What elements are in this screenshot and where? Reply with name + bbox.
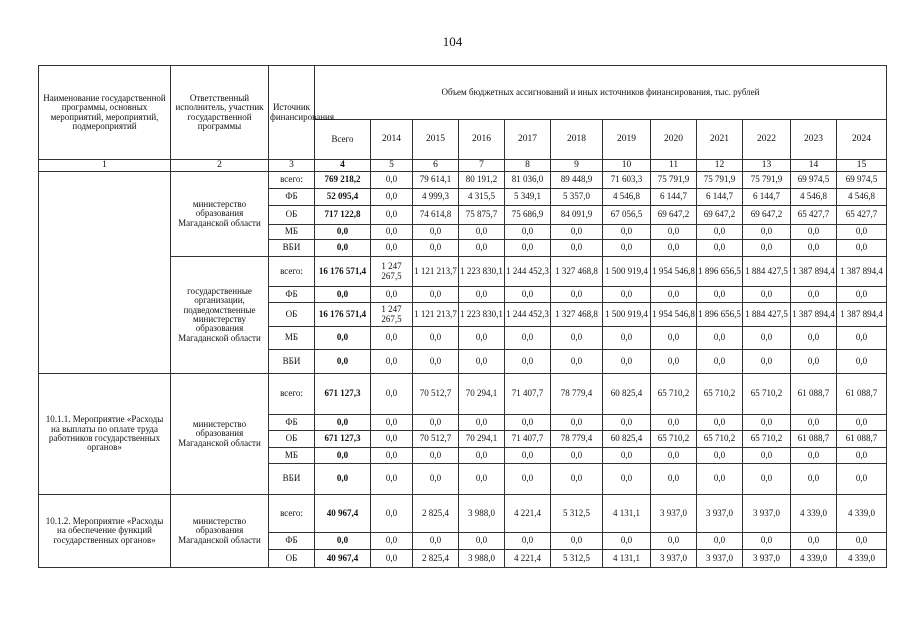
header-year: 2024 bbox=[837, 120, 887, 160]
year-value: 71 407,7 bbox=[505, 431, 551, 448]
header-year: 2015 bbox=[413, 120, 459, 160]
year-value: 0,0 bbox=[651, 225, 697, 240]
table-row bbox=[39, 374, 887, 415]
year-value: 0,0 bbox=[505, 464, 551, 495]
year-value: 0,0 bbox=[371, 533, 413, 550]
year-value: 1 244 452,3 bbox=[505, 257, 551, 287]
year-value: 5 312,5 bbox=[551, 550, 603, 568]
table-body bbox=[39, 172, 887, 568]
year-value: 75 791,9 bbox=[697, 172, 743, 189]
year-value: 0,0 bbox=[413, 448, 459, 464]
total-value: 769 218,2 bbox=[315, 172, 371, 189]
year-value: 0,0 bbox=[459, 448, 505, 464]
year-value: 75 875,7 bbox=[459, 206, 505, 225]
year-value: 75 686,9 bbox=[505, 206, 551, 225]
year-value: 4 999,3 bbox=[413, 189, 459, 206]
year-value: 61 088,7 bbox=[837, 374, 887, 415]
year-value: 71 407,7 bbox=[505, 374, 551, 415]
source-label: всего: bbox=[269, 374, 315, 415]
header-col-number: 5 bbox=[371, 160, 413, 172]
year-value: 3 988,0 bbox=[459, 495, 505, 533]
header-col-number: 11 bbox=[651, 160, 697, 172]
year-value: 1 223 830,1 bbox=[459, 303, 505, 327]
year-value: 0,0 bbox=[551, 350, 603, 374]
source-label: всего: bbox=[269, 257, 315, 287]
year-value: 0,0 bbox=[413, 287, 459, 303]
year-value: 65 710,2 bbox=[651, 374, 697, 415]
year-value: 0,0 bbox=[551, 464, 603, 495]
year-value: 0,0 bbox=[791, 415, 837, 431]
year-value: 0,0 bbox=[791, 350, 837, 374]
header-year: 2020 bbox=[651, 120, 697, 160]
year-value: 0,0 bbox=[459, 350, 505, 374]
year-value: 1 121 213,7 bbox=[413, 303, 459, 327]
year-value: 0,0 bbox=[413, 240, 459, 257]
measure-name: 10.1.2. Мероприятие «Расходы на обеспечение функций государственных органов» bbox=[39, 495, 171, 568]
measure-name: 10.1.1. Мероприятие «Расходы на выплаты по оплате труда работников государственных органов» bbox=[39, 374, 171, 495]
year-value: 0,0 bbox=[371, 350, 413, 374]
year-value: 4 131,1 bbox=[603, 495, 651, 533]
header-numbers-row bbox=[39, 160, 887, 172]
year-value: 0,0 bbox=[651, 533, 697, 550]
header-year: 2017 bbox=[505, 120, 551, 160]
year-value: 78 779,4 bbox=[551, 374, 603, 415]
year-value: 0,0 bbox=[697, 350, 743, 374]
measure-name bbox=[39, 172, 171, 374]
table-row bbox=[39, 495, 887, 533]
year-value: 0,0 bbox=[743, 327, 791, 350]
year-value: 0,0 bbox=[837, 240, 887, 257]
year-value: 1 954 546,8 bbox=[651, 257, 697, 287]
year-value: 0,0 bbox=[603, 327, 651, 350]
year-value: 0,0 bbox=[371, 431, 413, 448]
year-value: 0,0 bbox=[697, 464, 743, 495]
year-value: 0,0 bbox=[651, 350, 697, 374]
year-value: 89 448,9 bbox=[551, 172, 603, 189]
year-value: 0,0 bbox=[459, 327, 505, 350]
year-value: 0,0 bbox=[791, 533, 837, 550]
year-value: 1 500 919,4 bbox=[603, 303, 651, 327]
source-label: МБ bbox=[269, 225, 315, 240]
year-value: 65 710,2 bbox=[651, 431, 697, 448]
year-value: 0,0 bbox=[371, 189, 413, 206]
total-value: 0,0 bbox=[315, 448, 371, 464]
header-col-number: 7 bbox=[459, 160, 505, 172]
year-value: 0,0 bbox=[505, 225, 551, 240]
year-value: 5 357,0 bbox=[551, 189, 603, 206]
year-value: 0,0 bbox=[551, 448, 603, 464]
year-value: 0,0 bbox=[371, 206, 413, 225]
year-value: 0,0 bbox=[697, 448, 743, 464]
total-value: 0,0 bbox=[315, 287, 371, 303]
year-value: 0,0 bbox=[743, 448, 791, 464]
year-value: 0,0 bbox=[459, 240, 505, 257]
year-value: 0,0 bbox=[603, 448, 651, 464]
year-value: 0,0 bbox=[837, 225, 887, 240]
source-label: всего: bbox=[269, 172, 315, 189]
year-value: 0,0 bbox=[791, 225, 837, 240]
total-value: 0,0 bbox=[315, 350, 371, 374]
year-value: 1 244 452,3 bbox=[505, 303, 551, 327]
year-value: 1 884 427,5 bbox=[743, 303, 791, 327]
year-value: 3 937,0 bbox=[697, 550, 743, 568]
year-value: 0,0 bbox=[697, 287, 743, 303]
source-label: ОБ bbox=[269, 550, 315, 568]
year-value: 65 710,2 bbox=[697, 374, 743, 415]
year-value: 0,0 bbox=[651, 464, 697, 495]
total-value: 0,0 bbox=[315, 327, 371, 350]
year-value: 71 603,3 bbox=[603, 172, 651, 189]
year-value: 69 974,5 bbox=[791, 172, 837, 189]
year-value: 0,0 bbox=[459, 287, 505, 303]
header-year: 2023 bbox=[791, 120, 837, 160]
total-value: 0,0 bbox=[315, 240, 371, 257]
total-value: 671 127,3 bbox=[315, 431, 371, 448]
header-col-number: 9 bbox=[551, 160, 603, 172]
header-col-number: 3 bbox=[269, 160, 315, 172]
year-value: 0,0 bbox=[603, 464, 651, 495]
year-value: 78 779,4 bbox=[551, 431, 603, 448]
year-value: 0,0 bbox=[697, 240, 743, 257]
year-value: 84 091,9 bbox=[551, 206, 603, 225]
year-value: 0,0 bbox=[651, 448, 697, 464]
year-value: 0,0 bbox=[697, 533, 743, 550]
year-value: 3 937,0 bbox=[651, 550, 697, 568]
header-year: 2014 bbox=[371, 120, 413, 160]
executor-name: министерство образования Магаданской области bbox=[171, 374, 269, 495]
year-value: 1 223 830,1 bbox=[459, 257, 505, 287]
header-col-number: 8 bbox=[505, 160, 551, 172]
year-value: 69 647,2 bbox=[697, 206, 743, 225]
year-value: 4 339,0 bbox=[791, 550, 837, 568]
year-value: 81 036,0 bbox=[505, 172, 551, 189]
header-year: 2018 bbox=[551, 120, 603, 160]
header-volume: Объем бюджетных ассигнований и иных источников финансирования, тыс. рублей bbox=[315, 66, 887, 120]
year-value: 1 247 267,5 bbox=[371, 257, 413, 287]
header-col-number: 6 bbox=[413, 160, 459, 172]
year-value: 0,0 bbox=[651, 327, 697, 350]
year-value: 0,0 bbox=[697, 225, 743, 240]
year-value: 0,0 bbox=[791, 448, 837, 464]
source-label: ФБ bbox=[269, 415, 315, 431]
header-year: 2022 bbox=[743, 120, 791, 160]
year-value: 1 387 894,4 bbox=[837, 303, 887, 327]
year-value: 0,0 bbox=[505, 415, 551, 431]
year-value: 79 614,1 bbox=[413, 172, 459, 189]
header-year: 2021 bbox=[697, 120, 743, 160]
year-value: 0,0 bbox=[603, 225, 651, 240]
year-value: 0,0 bbox=[603, 240, 651, 257]
source-label: ОБ bbox=[269, 303, 315, 327]
source-label: ВБИ bbox=[269, 240, 315, 257]
year-value: 75 791,9 bbox=[651, 172, 697, 189]
year-value: 1 327 468,8 bbox=[551, 303, 603, 327]
year-value: 0,0 bbox=[371, 464, 413, 495]
header-col-number: 1 bbox=[39, 160, 171, 172]
year-value: 0,0 bbox=[371, 327, 413, 350]
year-value: 0,0 bbox=[371, 415, 413, 431]
year-value: 74 614,8 bbox=[413, 206, 459, 225]
year-value: 75 791,9 bbox=[743, 172, 791, 189]
header-source: Источник финансирования bbox=[269, 66, 315, 160]
year-value: 0,0 bbox=[743, 240, 791, 257]
year-value: 4 221,4 bbox=[505, 550, 551, 568]
total-value: 16 176 571,4 bbox=[315, 257, 371, 287]
year-value: 5 312,5 bbox=[551, 495, 603, 533]
year-value: 61 088,7 bbox=[837, 431, 887, 448]
year-value: 65 710,2 bbox=[697, 431, 743, 448]
year-value: 0,0 bbox=[837, 448, 887, 464]
year-value: 3 937,0 bbox=[743, 495, 791, 533]
header-name: Наименование государственной программы, основных мероприятий, мероприятий, подмероприятий bbox=[39, 66, 171, 160]
year-value: 4 339,0 bbox=[837, 550, 887, 568]
year-value: 0,0 bbox=[697, 327, 743, 350]
year-value: 69 974,5 bbox=[837, 172, 887, 189]
year-value: 0,0 bbox=[791, 287, 837, 303]
year-value: 0,0 bbox=[551, 415, 603, 431]
header-year: 2016 bbox=[459, 120, 505, 160]
year-value: 0,0 bbox=[791, 464, 837, 495]
year-value: 0,0 bbox=[551, 287, 603, 303]
year-value: 70 512,7 bbox=[413, 374, 459, 415]
year-value: 0,0 bbox=[551, 225, 603, 240]
year-value: 0,0 bbox=[603, 533, 651, 550]
year-value: 0,0 bbox=[743, 464, 791, 495]
year-value: 1 387 894,4 bbox=[791, 257, 837, 287]
year-value: 4 131,1 bbox=[603, 550, 651, 568]
source-label: МБ bbox=[269, 448, 315, 464]
year-value: 0,0 bbox=[743, 287, 791, 303]
year-value: 60 825,4 bbox=[603, 374, 651, 415]
year-value: 0,0 bbox=[837, 464, 887, 495]
year-value: 0,0 bbox=[413, 327, 459, 350]
year-value: 3 937,0 bbox=[743, 550, 791, 568]
header-col-number: 13 bbox=[743, 160, 791, 172]
source-label: ОБ bbox=[269, 206, 315, 225]
year-value: 4 339,0 bbox=[837, 495, 887, 533]
year-value: 6 144,7 bbox=[743, 189, 791, 206]
year-value: 0,0 bbox=[371, 240, 413, 257]
source-label: всего: bbox=[269, 495, 315, 533]
year-value: 0,0 bbox=[837, 327, 887, 350]
year-value: 1 387 894,4 bbox=[791, 303, 837, 327]
header-executor: Ответственный исполнитель, участник государственной программы bbox=[171, 66, 269, 160]
year-value: 0,0 bbox=[651, 415, 697, 431]
year-value: 0,0 bbox=[505, 350, 551, 374]
year-value: 0,0 bbox=[837, 350, 887, 374]
year-value: 0,0 bbox=[459, 415, 505, 431]
year-value: 0,0 bbox=[459, 533, 505, 550]
total-value: 52 095,4 bbox=[315, 189, 371, 206]
total-value: 717 122,8 bbox=[315, 206, 371, 225]
year-value: 0,0 bbox=[505, 240, 551, 257]
year-value: 0,0 bbox=[837, 415, 887, 431]
executor-name: министерство образования Магаданской области bbox=[171, 495, 269, 568]
year-value: 0,0 bbox=[371, 225, 413, 240]
year-value: 0,0 bbox=[505, 448, 551, 464]
year-value: 0,0 bbox=[459, 225, 505, 240]
year-value: 0,0 bbox=[505, 533, 551, 550]
year-value: 61 088,7 bbox=[791, 374, 837, 415]
year-value: 2 825,4 bbox=[413, 550, 459, 568]
total-value: 40 967,4 bbox=[315, 550, 371, 568]
header-total: Всего bbox=[315, 120, 371, 160]
year-value: 60 825,4 bbox=[603, 431, 651, 448]
header-col-number: 2 bbox=[171, 160, 269, 172]
year-value: 0,0 bbox=[603, 287, 651, 303]
year-value: 0,0 bbox=[743, 225, 791, 240]
year-value: 0,0 bbox=[551, 327, 603, 350]
year-value: 0,0 bbox=[371, 172, 413, 189]
year-value: 2 825,4 bbox=[413, 495, 459, 533]
header-col-number: 14 bbox=[791, 160, 837, 172]
year-value: 65 710,2 bbox=[743, 374, 791, 415]
year-value: 0,0 bbox=[651, 240, 697, 257]
year-value: 0,0 bbox=[371, 495, 413, 533]
year-value: 0,0 bbox=[413, 533, 459, 550]
header-col-number: 15 bbox=[837, 160, 887, 172]
year-value: 4 339,0 bbox=[791, 495, 837, 533]
year-value: 0,0 bbox=[651, 287, 697, 303]
page-number: 104 bbox=[442, 34, 463, 49]
year-value: 3 937,0 bbox=[697, 495, 743, 533]
year-value: 0,0 bbox=[505, 327, 551, 350]
year-value: 1 327 468,8 bbox=[551, 257, 603, 287]
year-value: 70 294,1 bbox=[459, 374, 505, 415]
year-value: 0,0 bbox=[413, 415, 459, 431]
source-label: ФБ bbox=[269, 533, 315, 550]
header-col-number: 10 bbox=[603, 160, 651, 172]
year-value: 67 056,5 bbox=[603, 206, 651, 225]
year-value: 65 427,7 bbox=[791, 206, 837, 225]
year-value: 1 500 919,4 bbox=[603, 257, 651, 287]
year-value: 65 427,7 bbox=[837, 206, 887, 225]
table-row bbox=[39, 172, 887, 189]
year-value: 65 710,2 bbox=[743, 431, 791, 448]
source-label: МБ bbox=[269, 327, 315, 350]
executor-name: министерство образования Магаданской области bbox=[171, 172, 269, 257]
year-value: 3 937,0 bbox=[651, 495, 697, 533]
executor-name: государственные организации, подведомственные министерству образования Магаданской области bbox=[171, 257, 269, 374]
year-value: 4 546,8 bbox=[791, 189, 837, 206]
budget-table bbox=[38, 65, 887, 568]
year-value: 0,0 bbox=[413, 464, 459, 495]
total-value: 16 176 571,4 bbox=[315, 303, 371, 327]
total-value: 0,0 bbox=[315, 464, 371, 495]
header-col-number: 12 bbox=[697, 160, 743, 172]
total-value: 0,0 bbox=[315, 225, 371, 240]
source-label: ФБ bbox=[269, 189, 315, 206]
year-value: 5 349,1 bbox=[505, 189, 551, 206]
year-value: 0,0 bbox=[505, 287, 551, 303]
year-value: 69 647,2 bbox=[743, 206, 791, 225]
total-value: 0,0 bbox=[315, 533, 371, 550]
year-value: 0,0 bbox=[551, 533, 603, 550]
year-value: 4 221,4 bbox=[505, 495, 551, 533]
year-value: 0,0 bbox=[743, 415, 791, 431]
year-value: 4 546,8 bbox=[837, 189, 887, 206]
year-value: 61 088,7 bbox=[791, 431, 837, 448]
year-value: 6 144,7 bbox=[697, 189, 743, 206]
year-value: 0,0 bbox=[371, 287, 413, 303]
year-value: 0,0 bbox=[371, 374, 413, 415]
year-value: 0,0 bbox=[791, 327, 837, 350]
year-value: 3 988,0 bbox=[459, 550, 505, 568]
total-value: 671 127,3 bbox=[315, 374, 371, 415]
year-value: 0,0 bbox=[551, 240, 603, 257]
header-year: 2019 bbox=[603, 120, 651, 160]
year-value: 0,0 bbox=[837, 287, 887, 303]
year-value: 70 512,7 bbox=[413, 431, 459, 448]
source-label: ВБИ bbox=[269, 350, 315, 374]
source-label: ОБ bbox=[269, 431, 315, 448]
year-value: 1 896 656,5 bbox=[697, 257, 743, 287]
year-value: 1 121 213,7 bbox=[413, 257, 459, 287]
year-value: 0,0 bbox=[603, 350, 651, 374]
year-value: 0,0 bbox=[603, 415, 651, 431]
year-value: 1 884 427,5 bbox=[743, 257, 791, 287]
year-value: 1 387 894,4 bbox=[837, 257, 887, 287]
year-value: 4 546,8 bbox=[603, 189, 651, 206]
year-value: 0,0 bbox=[459, 464, 505, 495]
year-value: 4 315,5 bbox=[459, 189, 505, 206]
year-value: 1 896 656,5 bbox=[697, 303, 743, 327]
year-value: 0,0 bbox=[413, 225, 459, 240]
source-label: ВБИ bbox=[269, 464, 315, 495]
year-value: 0,0 bbox=[371, 550, 413, 568]
year-value: 0,0 bbox=[413, 350, 459, 374]
year-value: 0,0 bbox=[371, 448, 413, 464]
year-value: 69 647,2 bbox=[651, 206, 697, 225]
year-value: 0,0 bbox=[837, 533, 887, 550]
year-value: 0,0 bbox=[743, 533, 791, 550]
year-value: 6 144,7 bbox=[651, 189, 697, 206]
header-col-number: 4 bbox=[315, 160, 371, 172]
total-value: 0,0 bbox=[315, 415, 371, 431]
year-value: 0,0 bbox=[743, 350, 791, 374]
year-value: 0,0 bbox=[791, 240, 837, 257]
source-label: ФБ bbox=[269, 287, 315, 303]
year-value: 1 247 267,5 bbox=[371, 303, 413, 327]
year-value: 0,0 bbox=[697, 415, 743, 431]
year-value: 80 191,2 bbox=[459, 172, 505, 189]
year-value: 1 954 546,8 bbox=[651, 303, 697, 327]
total-value: 40 967,4 bbox=[315, 495, 371, 533]
year-value: 70 294,1 bbox=[459, 431, 505, 448]
